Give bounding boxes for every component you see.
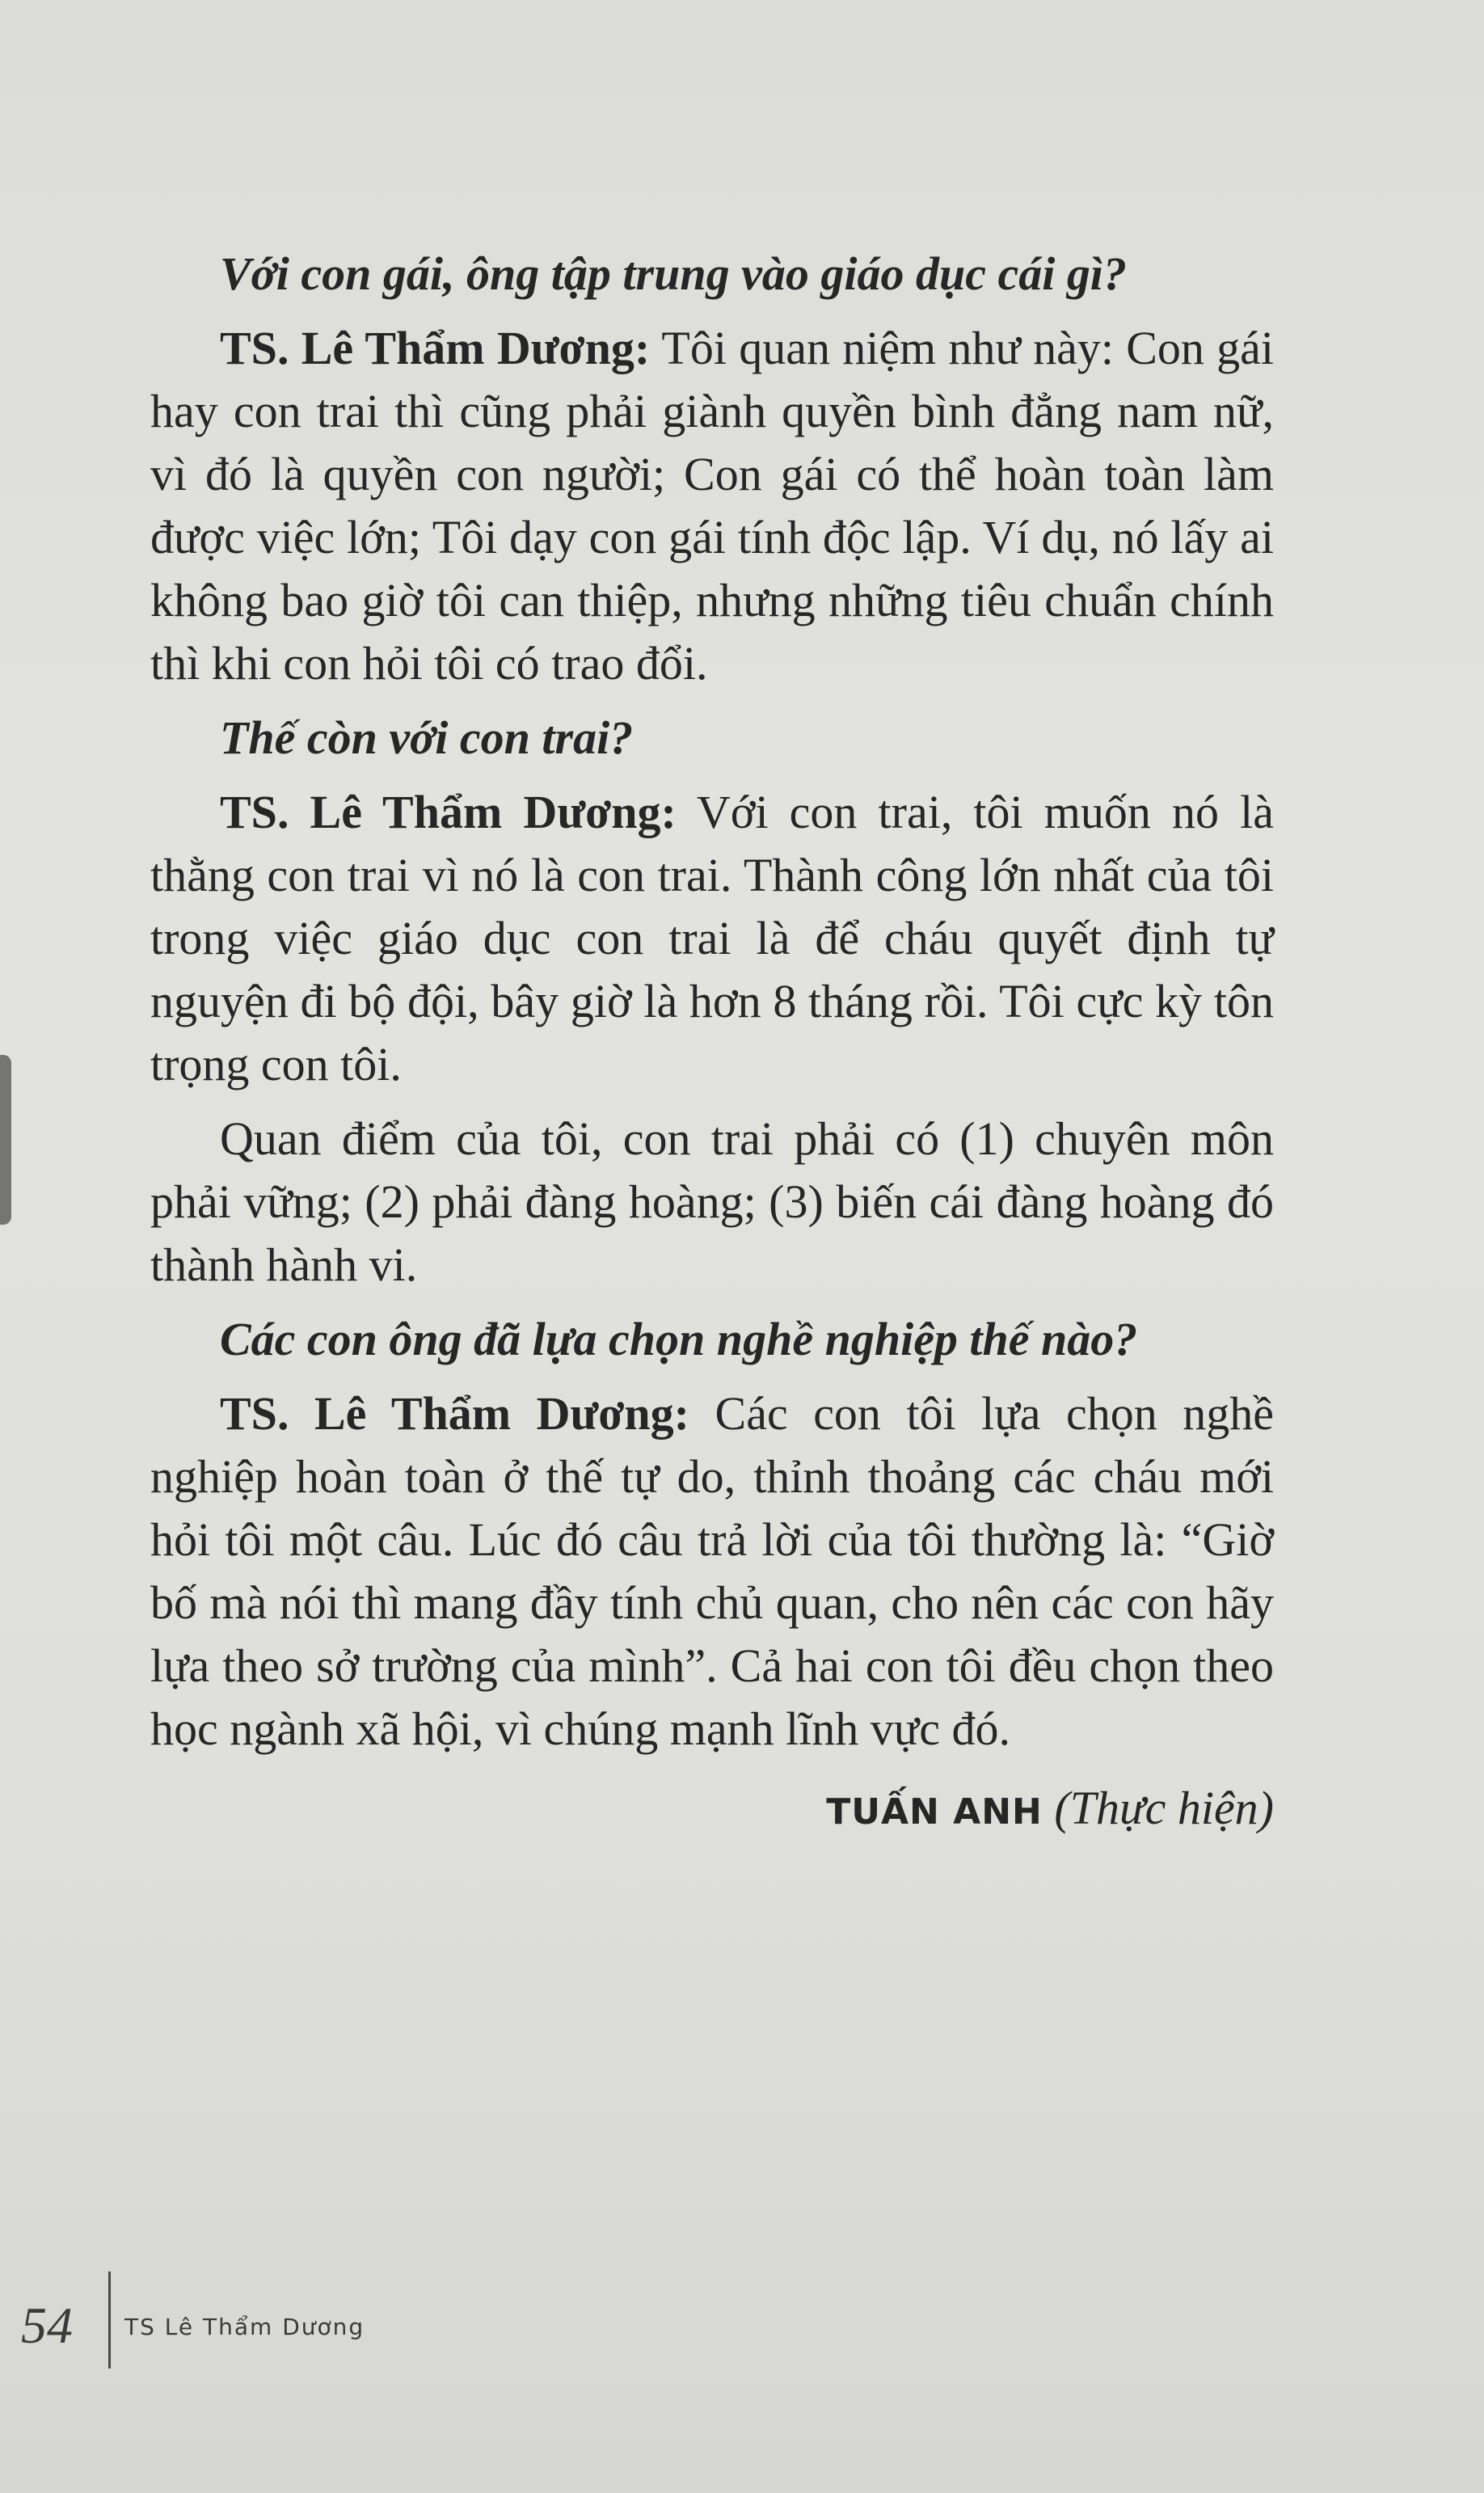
question-1: Với con gái, ông tập trung vào giáo dục cái gì?	[220, 247, 1127, 300]
answer-text: Các con tôi lựa chọn nghề nghiệp hoàn toàn ở thế tự do, thỉnh thoảng các cháu mới hỏi tôi một câu. Lúc đó câu trả lời của tôi thường là: “Giờ bố mà nói thì mang đầy tính chủ quan, cho nên các con hãy lựa theo sở trường của mình”. Cả hai con tôi đều chọn theo học ngành xã hội, vì chúng mạnh lĩnh vực đó.	[150, 1387, 1274, 1755]
answer-2	[150, 781, 1274, 1096]
page-number: 54	[21, 2297, 73, 2354]
speaker-label: TS. Lê Thẩm Dương:	[220, 786, 677, 838]
page-footer	[21, 2272, 668, 2369]
interview-text	[150, 243, 1274, 1855]
author-credit	[150, 1777, 1274, 1844]
answer-text: Với con trai, tôi muốn nó là thằng con trai vì nó là con trai. Thành công lớn nhất của tôi trong việc giáo dục con trai là để cháu quyết định tự nguyện đi bộ đội, bây giờ là hơn 8 tháng rồi. Tôi cực kỳ tôn trọng con tôi.	[150, 786, 1274, 1090]
speaker-label: TS. Lê Thẩm Dương:	[220, 322, 651, 374]
running-title: TS Lê Thẩm Dương	[124, 2314, 365, 2340]
answer-text: Tôi quan niệm như này: Con gái hay con trai thì cũng phải giành quyền bình đẳng nam nữ, vì đó là quyền con người; Con gái có thể hoàn toàn làm được việc lớn; Tôi dạy con gái tính độc lập. Ví dụ, nó lấy ai không bao giờ tôi can thiệp, nhưng những tiêu chuẩn chính thì khi con hỏi tôi có trao đổi.	[150, 322, 1275, 690]
question-3: Các con ông đã lựa chọn nghề nghiệp thế nào?	[220, 1313, 1138, 1365]
credit-name: TUẤN ANH	[826, 1791, 1043, 1833]
footer-divider	[108, 2272, 111, 2369]
speaker-label: TS. Lê Thẩm Dương:	[220, 1387, 689, 1440]
paragraph-viewpoint: Quan điểm của tôi, con trai phải có (1) chuyên môn phải vững; (2) phải đàng hoàng; (3) biến cái đàng hoàng đó thành hành vi.	[150, 1112, 1274, 1291]
answer-3	[150, 1382, 1274, 1761]
question-2: Thế còn với con trai?	[220, 711, 634, 764]
credit-role: (Thực hiện)	[1054, 1782, 1274, 1834]
answer-1	[150, 317, 1274, 695]
page-edge-shadow	[0, 1055, 11, 1225]
